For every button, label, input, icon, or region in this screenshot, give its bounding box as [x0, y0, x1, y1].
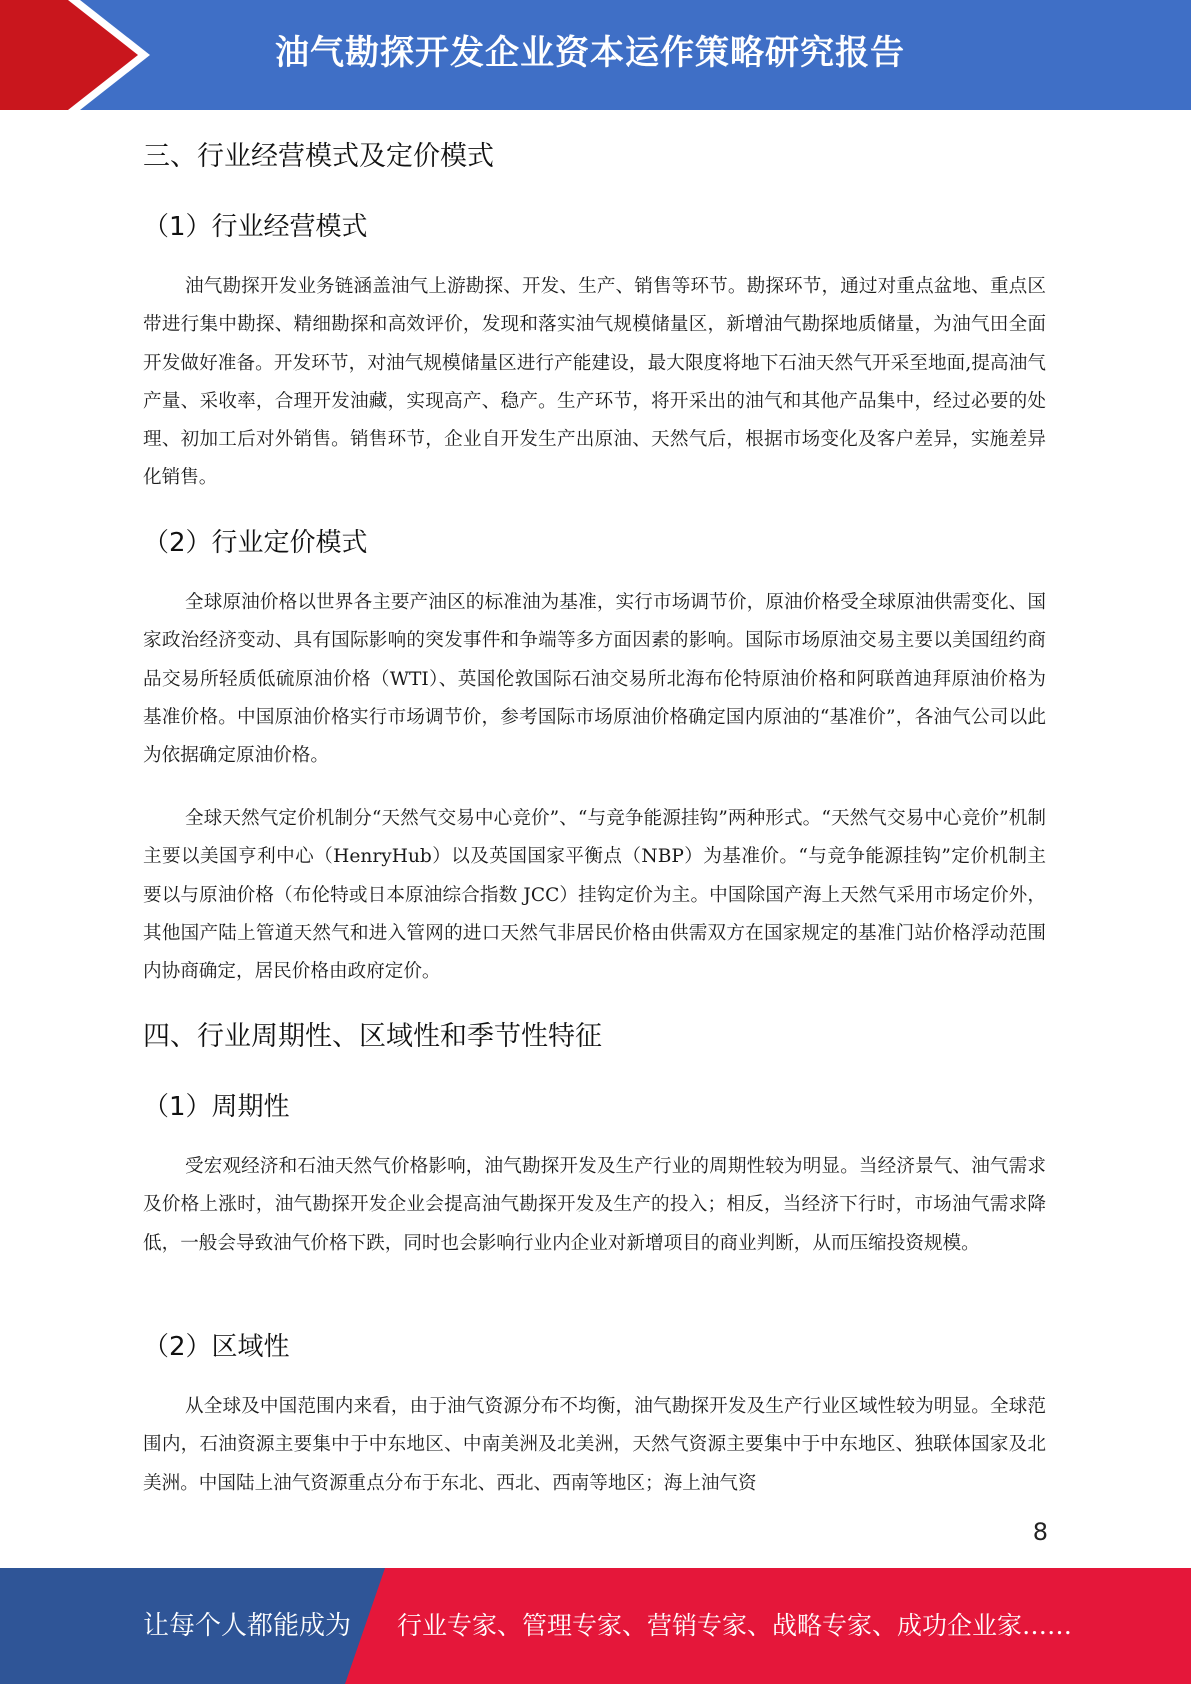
footer-slogan-right: 行业专家、管理专家、营销专家、战略专家、成功企业家…… — [397, 1611, 1073, 1640]
section-3-2-paragraph-1: 全球原油价格以世界各主要产油区的标准油为基准，实行市场调节价，原油价格受全球原油供需变化、国家政治经济变动、具有国际影响的突发事件和争端等多方面因素的影响。国际市场原油交易主要以美国纽约商品交易所轻质低硫原油价格（WTI）、英国伦敦国际石油交易所北海布伦特原油价格和阿联酋迪拜原油价格为基准价格。中国原油价格实行市场调节价，参考国际市场原油价格确定国内原油的“基准价”，各油气公司以此为依据确定原油价格。 — [143, 592, 1046, 767]
report-title: 油气勘探开发企业资本运作策略研究报告 — [275, 33, 905, 73]
page-number: 8 — [1032, 1518, 1048, 1546]
section-3-2-title: （2）行业定价模式 — [143, 528, 368, 558]
page-header — [0, 0, 1191, 110]
section-4-1-paragraph: 受宏观经济和石油天然气价格影响，油气勘探开发及生产行业的周期性较为明显。当经济景气、油气需求及价格上涨时，油气勘探开发企业会提高油气勘探开发及生产的投入；相反，当经济下行时，市场油气需求降低，一般会导致油气价格下跌，同时也会影响行业内企业对新增项目的商业判断，从而压缩投资规模。 — [143, 1156, 1046, 1254]
page-footer — [0, 1568, 1191, 1684]
section-3-1-paragraph: 油气勘探开发业务链涵盖油气上游勘探、开发、生产、销售等环节。勘探环节，通过对重点盆地、重点区带进行集中勘探、精细勘探和高效评价，发现和落实油气规模储量区，新增油气勘探地质储量，为油气田全面开发做好准备。开发环节，对油气规模储量区进行产能建设，最大限度将地下石油天然气开采至地面,提高油气产量、采收率，合理开发油藏，实现高产、稳产。生产环节，将开采出的油气和其他产品集中，经过必要的处理、初加工后对外销售。销售环节，企业自开发生产出原油、天然气后，根据市场变化及客户差异，实施差异化销售。 — [143, 276, 1046, 489]
section-4-2-title: （2）区域性 — [143, 1332, 290, 1362]
footer-slogan-left: 让每个人都能成为 — [143, 1611, 352, 1641]
section-3-title: 三、行业经营模式及定价模式 — [143, 141, 494, 172]
section-3-1-title: （1）行业经营模式 — [143, 212, 368, 242]
section-4-1-title: （1）周期性 — [143, 1092, 290, 1122]
section-4-2-paragraph: 从全球及中国范围内来看，由于油气资源分布不均衡，油气勘探开发及生产行业区域性较为明显。全球范围内，石油资源主要集中于中东地区、中南美洲及北美洲，天然气资源主要集中于中东地区、独联体国家及北美洲。中国陆上油气资源重点分布于东北、西北、西南等地区；海上油气资 — [143, 1396, 1046, 1494]
section-4-title: 四、行业周期性、区域性和季节性特征 — [143, 1021, 602, 1052]
section-3-2-paragraph-2: 全球天然气定价机制分“天然气交易中心竞价”、“与竞争能源挂钩”两种形式。“天然气交易中心竞价”机制主要以美国亨利中心（HenryHub）以及英国国家平衡点（NBP）为基准价。“与竞争能源挂钩”定价机制主要以与原油价格（布伦特或日本原油综合指数 JCC）挂钩定价为主。中国除国产海上天然气采用市场定价外，其他国产陆上管道天然气和进入管网的进口天然气非居民价格由供需双方在国家规定的基准门站价格浮动范围内协商确定，居民价格由政府定价。 — [143, 808, 1046, 983]
